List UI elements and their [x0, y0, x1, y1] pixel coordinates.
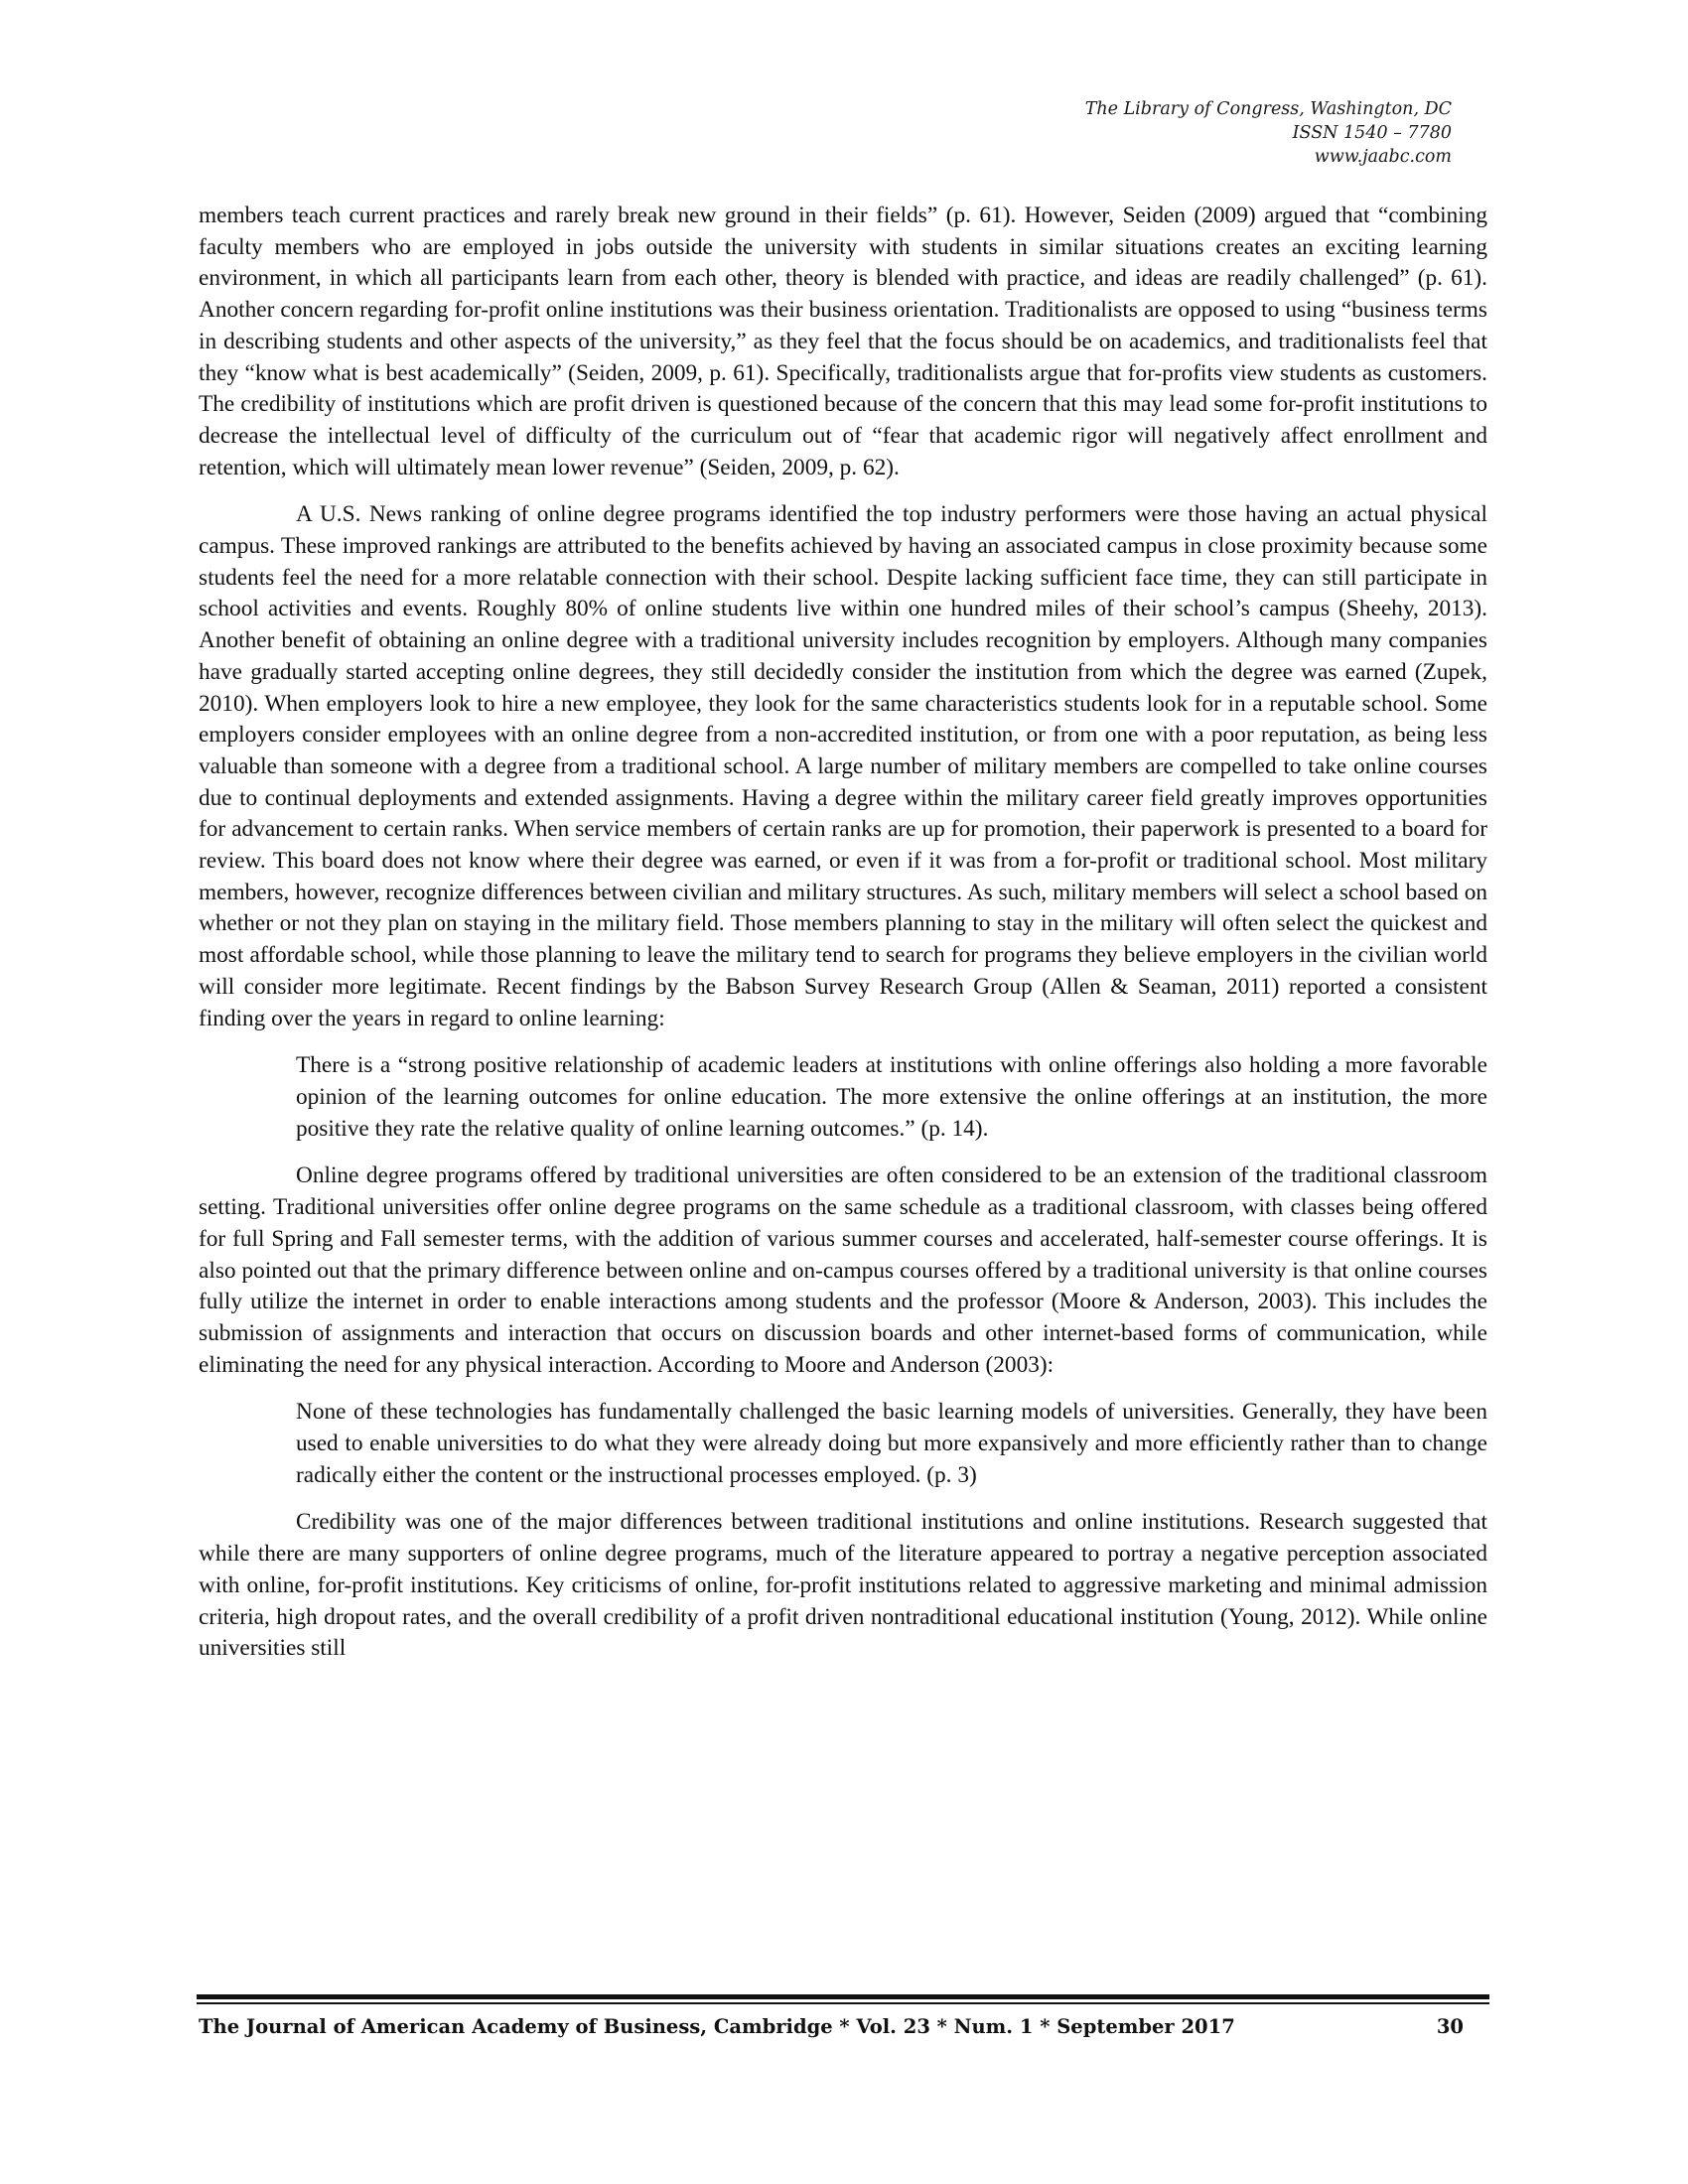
block-quote-moore-anderson: None of these technologies has fundamentally challenged the basic learning models of universities. Generally, they have been used to enable universities to do what they were already doing but more expansively and more efficiently rather than to change radically either the content or the instructional processes employed. (p. 3) [296, 1399, 1487, 1488]
paragraph-continuation: members teach current practices and rarely break new ground in their fields” (p. 61). However, Seiden (2009) argued that “combining faculty members who are employed in jobs outside the university with students in similar situations creates an exciting learning environment, in which all participants learn from each other, theory is blended with practice, and ideas are readily challenged” (p. 61). Another concern regarding for-profit online institutions was their business orientation. Traditionalists are opposed to using “business terms in describing students and other aspects of the university,” as they feel that the focus should be on academics, and traditionalists feel that they “know what is best academically” (Seiden, 2009, p. 61). Specifically, traditionalists argue that for-profits view students as customers. The credibility of institutions which are profit driven is questioned because of the concern that this may lead some for-profit institutions to decrease the intellectual level of difficulty of the curriculum out of “fear that academic rigor will negatively affect enrollment and retention, which will ultimately mean lower revenue” (Seiden, 2009, p. 62). [199, 203, 1487, 480]
footer-journal-citation: The Journal of American Academy of Business, Cambridge * Vol. 23 * Num. 1 * September 2017 [199, 2015, 1235, 2038]
footer-rule-thick [197, 1994, 1489, 1999]
paragraph-credibility: Credibility was one of the major differences between traditional institutions and online institutions. Research suggested that while there are many supporters of online degree programs, much of the literature appeared to portray a negative perception associated with online, for-profit institutions. Key criticisms of online, for-profit institutions related to aggressive marketing and minimal admission criteria, high dropout rates, and the overall credibility of a profit driven nontraditional educational institution (Young, 2012). While online universities still [199, 1509, 1487, 1662]
footer-rule-thin [197, 2002, 1489, 2004]
header-issn: ISSN 1540 – 7780 [1292, 123, 1452, 143]
running-header [757, 97, 1452, 169]
running-footer [199, 2015, 1489, 2055]
block-quote-babson: There is a “strong positive relationship of academic leaders at institutions with online offerings also holding a more favorable opinion of the learning outcomes for online education. The more extensive the online offerings at an institution, the more positive they rate the relative quality of online learning outcomes.” (p. 14). [296, 1052, 1487, 1142]
paragraph-us-news-ranking: A U.S. News ranking of online degree programs identified the top industry performers were those having an actual physical campus. These improved rankings are attributed to the benefits achieved by having an associated campus in close proximity because some students feel the need for a more relatable connection with their school. Despite lacking sufficient face time, they can still participate in school activities and events. Roughly 80% of online students live within one hundred miles of their school’s campus (Sheehy, 2013). Another benefit of obtaining an online degree with a traditional university includes recognition by employers. Although many companies have gradually started accepting online degrees, they still decidedly consider the institution from which the degree was earned (Zupek, 2010). When employers look to hire a new employee, they look for the same characteristics students look for in a reputable school. Some employers consider employees with an online degree from a non-accredited institution, or from one with a poor reputation, as being less valuable than someone with a degree from a traditional school. A large number of military members are compelled to take online courses due to continual deployments and extended assignments. Having a degree within the military career field greatly improves opportunities for advancement to certain ranks. When service members of certain ranks are up for promotion, their paperwork is presented to a board for review. This board does not know where their degree was earned, or even if it was from a for-profit or traditional school. Most military members, however, recognize differences between civilian and military structures. As such, military members will select a school based on whether or not they plan on staying in the military field. Those members planning to stay in the military will often select the quickest and most affordable school, while those planning to leave the military tend to search for programs they believe employers in the civilian world will consider more legitimate. Recent findings by the Babson Survey Research Group (Allen & Seaman, 2011) reported a consistent finding over the years in regard to online learning: [199, 501, 1487, 1031]
article-body [199, 201, 1487, 1681]
page-number: 30 [1436, 2015, 1464, 2038]
header-publisher: The Library of Congress, Washington, DC [1084, 99, 1452, 119]
header-website: www.jaabc.com [1314, 147, 1452, 167]
paragraph-traditional-universities: Online degree programs offered by traditional universities are often considered to be an extension of the traditional classroom setting. Traditional universities offer online degree programs on the same schedule as a traditional classroom, with classes being offered for full Spring and Fall semester terms, with the addition of various summer courses and accelerated, half-semester course offerings. It is also pointed out that the primary difference between online and on-campus courses offered by a traditional university is that online courses fully utilize the internet in order to enable interactions among students and the professor (Moore & Anderson, 2003). This includes the submission of assignments and interaction that occurs on discussion boards and other internet-based forms of communication, while eliminating the need for any physical interaction. According to Moore and Anderson (2003): [199, 1162, 1487, 1378]
